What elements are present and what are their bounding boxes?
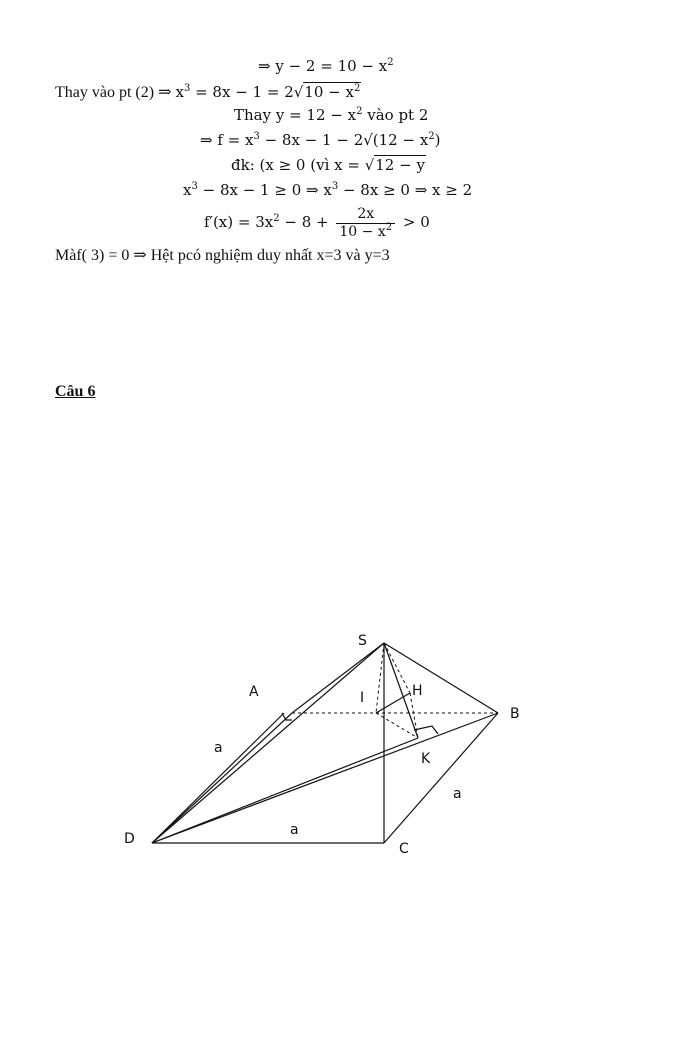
eq3-sup: 2 (356, 106, 363, 117)
eq5-pre: đk: (x ≥ 0 (vì x = (231, 156, 365, 174)
label-A: A (249, 684, 259, 700)
edge-AD-inner (152, 713, 284, 843)
eq1-text: ⇒ y − 2 = 10 − x (258, 57, 388, 75)
hidden-IK (376, 713, 418, 738)
label-I: I (360, 690, 365, 706)
label-K: K (421, 751, 431, 767)
eq3-rest: vào pt 2 (362, 106, 429, 124)
eq3-text: Thay y = 12 − x (234, 106, 357, 124)
eq1-sup: 2 (387, 57, 394, 68)
den-base: 10 − x (339, 223, 386, 240)
edge-SA (292, 643, 384, 713)
section-heading: Câu 6 (55, 383, 96, 400)
label-H: H (412, 683, 423, 699)
eq6-s1: 3 (191, 181, 198, 192)
eq2-x: x (175, 83, 184, 101)
eq6-s2: 3 (331, 181, 339, 192)
eq7-end: > 0 (398, 213, 430, 231)
edge-DB (152, 713, 498, 843)
eq7-sup: 2 (273, 213, 280, 224)
edge-DK (152, 738, 418, 843)
eq4-mid: − 8x − 1 − 2√(12 − x (259, 131, 429, 149)
edge-SD (152, 643, 384, 843)
label-B: B (510, 706, 520, 722)
label-side-AD: a (214, 740, 223, 756)
eq6-a: x (183, 181, 192, 199)
label-C: C (399, 841, 409, 857)
edge-SB (384, 643, 498, 713)
eq4-end: ) (434, 131, 441, 149)
label-side-CB: a (453, 786, 462, 802)
eq7-mid: − 8 + (279, 213, 334, 231)
eq2-rad-sup: 2 (353, 83, 361, 94)
eq5-radicand: 12 − y (375, 156, 425, 174)
eq6-b: − 8x − 1 ≥ 0 ⇒ x (197, 181, 332, 199)
eq2-rad-base: 10 − x (304, 83, 354, 101)
sqrt-sign: √ (364, 156, 375, 174)
label-S: S (358, 633, 367, 649)
eq6-c: − 8x ≥ 0 ⇒ x ≥ 2 (338, 181, 473, 199)
edge-CB (384, 713, 498, 843)
eq2-rest: = 8x − 1 = 2 (190, 83, 294, 101)
label-D: D (124, 831, 135, 847)
fraction-numerator: 2x (357, 205, 375, 222)
eq2-sup: 3 (183, 83, 191, 94)
label-side-DC: a (290, 822, 299, 838)
sqrt-sign: √ (293, 83, 304, 101)
eq4-sup1: 3 (253, 131, 260, 142)
eq4-pre: ⇒ f = x (200, 131, 254, 149)
right-angle-K (414, 726, 438, 734)
conclusion-text: Màf( 3) = 0 ⇒ Hệt pcó nghiệm duy nhất x=3 và y=3 (55, 247, 390, 264)
edge-AD (152, 713, 292, 843)
eq2-intro: Thay vào pt (2) ⇒ (55, 84, 176, 101)
hidden-HK (410, 693, 418, 738)
hidden-SI (376, 643, 384, 713)
den-sup: 2 (385, 221, 393, 233)
eq4-sup2: 2 (428, 131, 435, 142)
eq7-pre: f′(x) = 3x (204, 213, 274, 231)
